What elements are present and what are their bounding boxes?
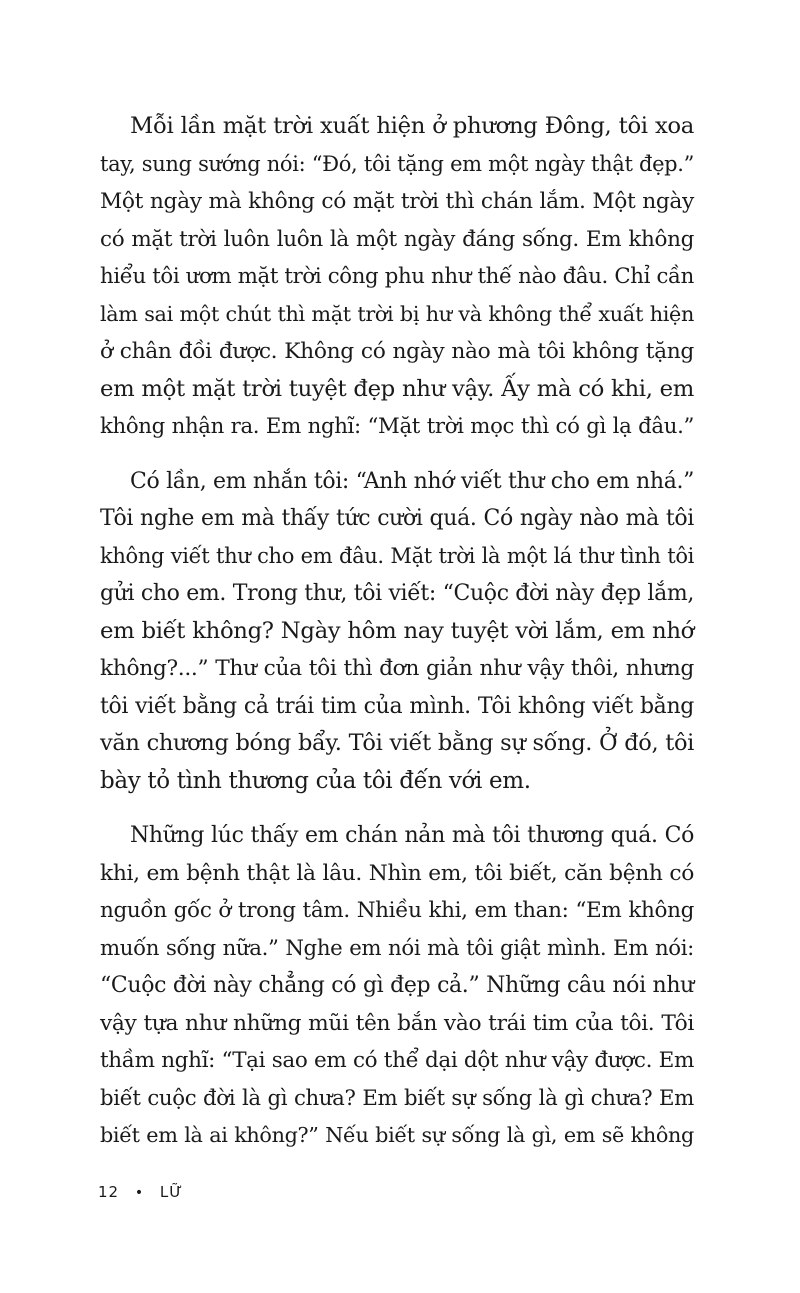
text-line: gửi cho em. Trong thư, tôi viết: “Cuộc đời này đẹp lắm, xyxy=(100,581,694,606)
text-line: biết cuộc đời là gì chưa? Em biết sự sống là gì chưa? Em xyxy=(100,1085,694,1111)
text-line: hiểu tôi ươm mặt trời công phu như thế nào đâu. Chỉ cần xyxy=(100,264,694,289)
text-line: em một mặt trời tuyệt đẹp như vậy. Ấy mà có khi, em xyxy=(100,375,694,402)
text-line: nguồn gốc ở trong tâm. Nhiều khi, em than: “Em không xyxy=(100,898,694,923)
body-text xyxy=(100,108,694,1172)
paragraph-2 xyxy=(100,463,694,801)
page-number: 12 xyxy=(98,1183,120,1201)
paragraph-1 xyxy=(100,108,694,446)
text-line: khi, em bệnh thật là lâu. Nhìn em, tôi biết, căn bệnh có xyxy=(100,860,694,886)
text-line: biết em là ai không?” Nếu biết sự sống là gì, em sẽ không xyxy=(100,1123,694,1147)
text-line: thầm nghĩ: “Tại sao em có thể dại dột như vậy được. Em xyxy=(100,1048,694,1073)
text-line: làm sai một chút thì mặt trời bị hư và không thể xuất hiện xyxy=(100,301,694,326)
text-line: ở chân đồi được. Không có ngày nào mà tôi không tặng xyxy=(100,339,694,364)
text-line: không nhận ra. Em nghĩ: “Mặt trời mọc thì có gì lạ đâu.” xyxy=(100,414,694,439)
text-line: vậy tựa như những mũi tên bắn vào trái tim của tôi. Tôi xyxy=(100,1010,694,1036)
text-line: tay, sung sướng nói: “Đó, tôi tặng em một ngày thật đẹp.” xyxy=(100,151,694,176)
text-line: có mặt trời luôn luôn là một ngày đáng sống. Em không xyxy=(100,226,694,252)
text-line: Tôi nghe em mà thấy tức cười quá. Có ngày nào mà tôi xyxy=(100,506,694,531)
text-line: Những lúc thấy em chán nản mà tôi thương quá. Có xyxy=(130,823,694,848)
paragraph-3 xyxy=(100,817,694,1155)
text-line: Mỗi lần mặt trời xuất hiện ở phương Đông, tôi xoa xyxy=(130,113,694,139)
text-line: Có lần, em nhắn tôi: “Anh nhớ viết thư cho em nhá.” xyxy=(130,468,694,494)
text-line: muốn sống nữa.” Nghe em nói mà tôi giật mình. Em nói: xyxy=(100,935,694,961)
text-line: Một ngày mà không có mặt trời thì chán lắm. Một ngày xyxy=(100,189,694,214)
footer-separator: • xyxy=(134,1185,145,1201)
text-line: em biết không? Ngày hôm nay tuyệt vời lắm, em nhớ xyxy=(100,617,694,644)
text-line: “Cuộc đời này chẳng có gì đẹp cả.” Những câu nói như xyxy=(100,973,694,998)
text-line: bày tỏ tình thương của tôi đến với em. xyxy=(100,767,531,794)
text-line: văn chương bóng bẩy. Tôi viết bằng sự sống. Ở đó, tôi xyxy=(100,730,694,756)
text-line: không?...” Thư của tôi thì đơn giản như vậy thôi, nhưng xyxy=(100,656,694,681)
text-line: không viết thư cho em đâu. Mặt trời là một lá thư tình tôi xyxy=(100,543,694,568)
page-footer xyxy=(98,1183,183,1201)
chapter-title: LỮ xyxy=(159,1183,184,1201)
text-line: tôi viết bằng cả trái tim của mình. Tôi không viết bằng xyxy=(100,693,694,719)
